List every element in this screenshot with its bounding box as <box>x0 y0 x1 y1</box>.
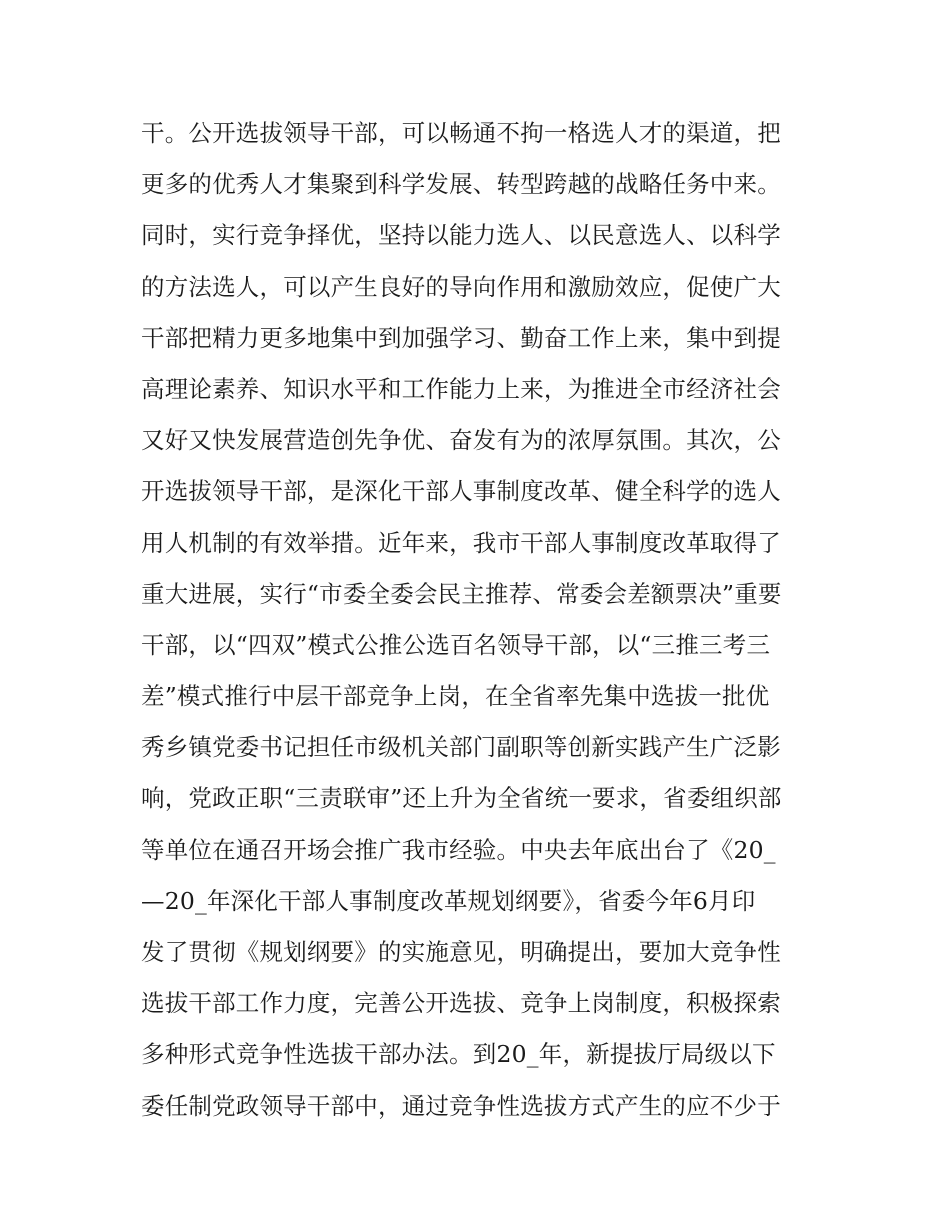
text-line: 委任制党政领导干部中，通过竞争性选拔方式产生的应不少于 <box>141 1091 781 1120</box>
text-line: 干部把精力更多地集中到加强学习、勤奋工作上来，集中到提 <box>141 323 781 352</box>
text-line: 秀乡镇党委书记担任市级机关部门副职等创新实践产生广泛影 <box>141 733 781 762</box>
text-line: 选拔干部工作力度，完善公开选拔、竞争上岗制度，积极探索 <box>141 989 781 1018</box>
text-line: 高理论素养、知识水平和工作能力上来，为推进全市经济社会 <box>141 374 781 403</box>
text-line: 开选拔领导干部，是深化干部人事制度改革、健全科学的选人 <box>141 477 781 506</box>
text-line: 等单位在通召开场会推广我市经验。中央去年底出台了《20_ <box>141 835 776 864</box>
text-line: 发了贯彻《规划纲要》的实施意见，明确提出，要加大竞争性 <box>141 938 781 966</box>
text-line: 更多的优秀人才集聚到科学发展、转型跨越的战略任务中来。 <box>141 170 781 199</box>
text-line: 又好又快发展营造创先争优、奋发有为的浓厚氛围。其次，公 <box>141 426 781 455</box>
body-text <box>141 108 813 1132</box>
text-line: 差”模式推行中层干部竞争上岗，在全省率先集中选拔一批优 <box>141 682 770 711</box>
text-line: —20_年深化干部人事制度改革规划纲要》，省委今年6月印 <box>141 886 756 915</box>
text-line: 响，党政正职“三责联审”还上升为全省统一要求，省委组织部 <box>141 784 782 813</box>
text-line: 干部，以“四双”模式公推公选百名领导干部，以“三推三考三 <box>141 630 771 659</box>
text-line: 同时，实行竞争择优，坚持以能力选人、以民意选人、以科学 <box>141 221 781 250</box>
text-line: 的方法选人，可以产生良好的导向作用和激励效应，促使广大 <box>141 272 781 301</box>
text-line: 用人机制的有效举措。近年来，我市干部人事制度改革取得了 <box>141 528 781 557</box>
text-line: 干。公开选拔领导干部，可以畅通不拘一格选人才的渠道，把 <box>141 119 781 147</box>
text-line: 重大进展，实行“市委全委会民主推荐、常委会差额票决”重要 <box>141 579 782 608</box>
text-line: 多种形式竞争性选拔干部办法。到20_年，新提拔厅局级以下 <box>141 1040 776 1069</box>
